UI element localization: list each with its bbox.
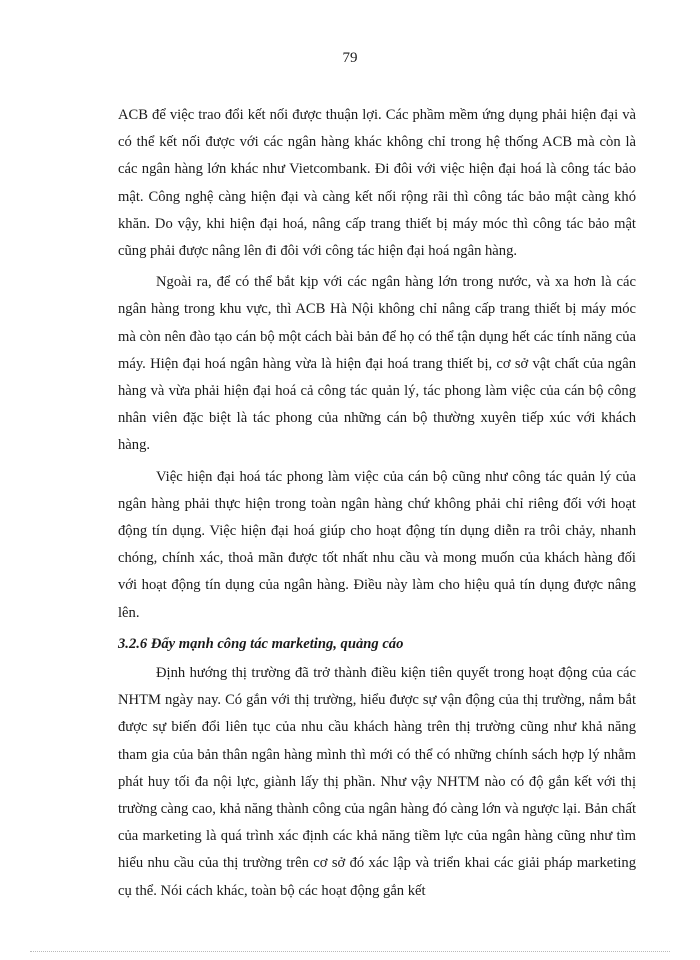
page-number: 79 <box>342 50 358 66</box>
paragraph-2: Ngoài ra, để có thể bắt kịp với các ngân hàng lớn trong nước, và xa hơn là các ngân hàng trong khu vực, thì ACB Hà Nội không chỉ nâng cấp trang thiết bị máy móc mà còn nên đào tạo cán bộ một cách bài bản để họ có thể tận dụng hết các tính năng của máy. Hiện đại hoá ngân hàng vừa là hiện đại hoá trang thiết bị, cơ sở vật chất của ngân hàng và vừa phải hiện đại hoá cả công tác quản lý, tác phong làm việc của cán bộ công nhân viên đặc biệt là tác phong của những cán bộ thường xuyên tiếp xúc với khách hàng. <box>118 274 636 454</box>
section-paragraph: Định hướng thị trường đã trở thành điều kiện tiên quyết trong hoạt động của các NHTM ngày nay. Có gắn với thị trường, hiểu được sự vận động của thị trường, nắm bắt được sự biến đổi liên tục của nhu cầu khách hàng trên thị trường cũng như khả năng tham gia của bản thân ngân hàng mình thì mới có thể có những chính sách hợp lý nhằm phát huy tối đa nội lực, giành lấy thị phần. Như vậy NHTM nào có độ gắn kết với thị trường càng cao, khả năng thành công của ngân hàng đó càng lớn và ngược lại. Bản chất của marketing là quá trình xác định các khả năng tiềm lực của ngân hàng cũng như tìm hiểu nhu cầu của thị trường trên cơ sở đó xác lập và triển khai các giải pháp marketing cụ thể. Nói cách khác, toàn bộ các hoạt động gắn kết <box>118 665 636 899</box>
section-heading: 3.2.6 Đẩy mạnh công tác marketing, quảng cáo <box>118 635 404 652</box>
paragraph-3: Việc hiện đại hoá tác phong làm việc của cán bộ cũng như công tác quản lý của ngân hàng phải thực hiện trong toàn ngân hàng chứ không phải chỉ riêng đối với hoạt động tín dụng. Việc hiện đại hoá giúp cho hoạt động tín dụng diễn ra trôi chảy, nhanh chóng, chính xác, thoả mãn được tốt nhất nhu cầu và mong muốn của khách hàng đối với hoạt động tín dụng của ngân hàng. Điều này làm cho hiệu quả tín dụng được nâng lên. <box>118 468 636 621</box>
document-body <box>118 102 636 909</box>
paragraph-1: ACB để việc trao đổi kết nối được thuận lợi. Các phầm mềm ứng dụng phải hiện đại và có thể kết nối được với các ngân hàng khác không chỉ trong hệ thống ACB mà còn là các ngân hàng lớn khác như Vietcombank. Đi đôi với việc hiện đại hoá là công tác bảo mật. Công nghệ càng hiện đại và càng kết nối rộng rãi thì công tác bảo mật càng khó khăn. Do vậy, khi hiện đại hoá, nâng cấp trang thiết bị máy móc thì công tác bảo mật cũng phải được nâng lên đi đôi với công tác hiện đại hoá ngân hàng. <box>118 107 636 260</box>
page-bottom-divider <box>30 951 670 952</box>
